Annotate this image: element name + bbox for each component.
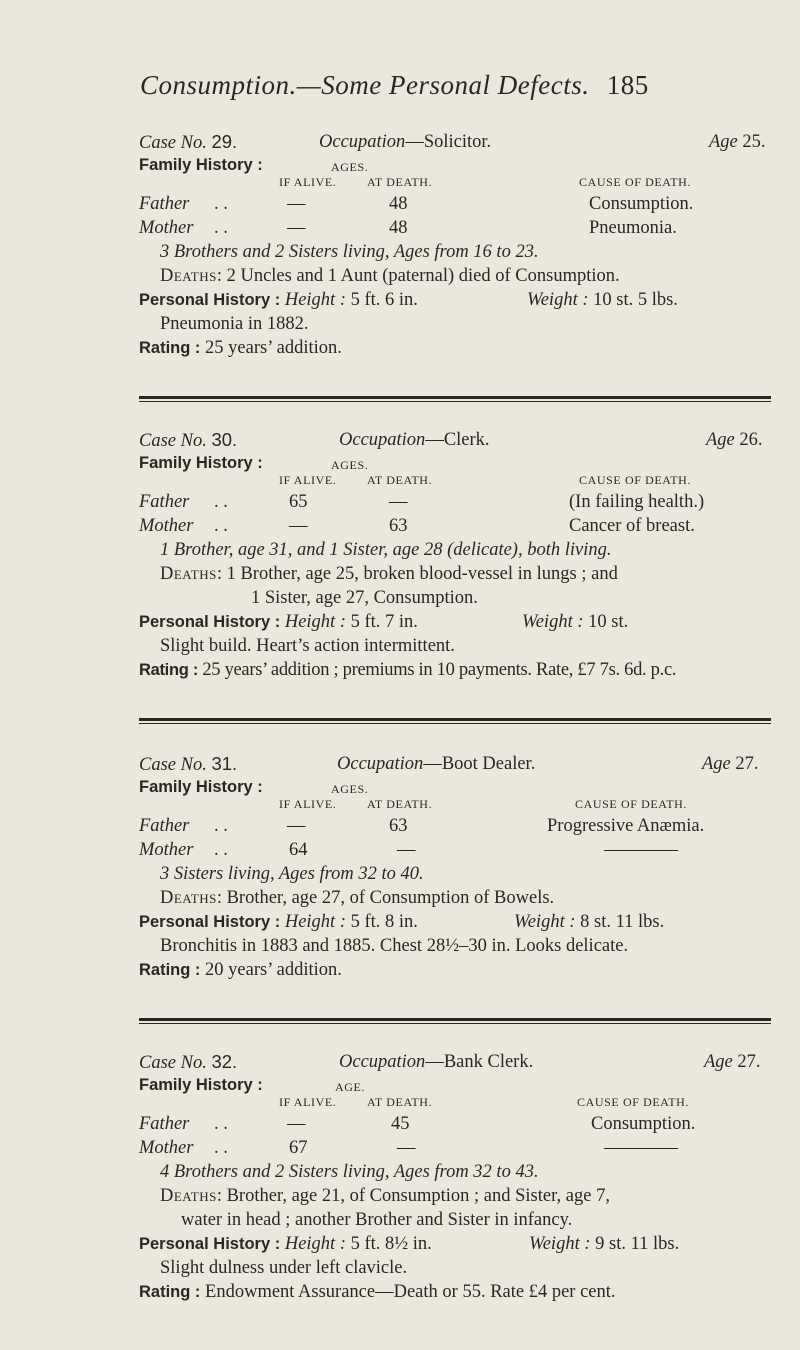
rating: Rating : Endowment Assurance—Death or 55. Rate £4 per cent. [139,1282,616,1302]
siblings: 1 Brother, age 31, and 1 Sister, age 28 (delicate), both living. [160,540,612,560]
cause-header: CAUSE OF DEATH. [575,797,688,811]
ages-header: AGES. [331,458,369,472]
cause-header: CAUSE OF DEATH. [579,473,692,487]
case-header [139,130,769,154]
age: Age 27. [704,1052,761,1072]
ages-header: AGES. [331,160,369,174]
deaths: Deaths: 2 Uncles and 1 Aunt (paternal) died of Consumption. [160,266,620,286]
mother-row: Mother . . — 48 Pneumonia. [139,218,677,238]
case-divider [139,396,771,399]
personal-note: Slight build. Heart’s action intermittent. [160,636,455,656]
running-head [140,70,760,101]
if-alive-header: IF ALIVE. [279,175,337,189]
age-header: AGE. [335,1080,366,1094]
deaths-continued: 1 Sister, age 27, Consumption. [251,588,478,608]
at-death-header: AT DEATH. [367,797,433,811]
occupation: Occupation—Bank Clerk. [339,1052,534,1072]
family-history-label: Family History : [139,156,263,174]
father-row: Father . . — 63 Progressive Anæmia. [139,816,705,836]
if-alive-header: IF ALIVE. [279,473,337,487]
father-row: Father . . — 48 Consumption. [139,194,694,214]
occupation: Occupation—Boot Dealer. [337,754,536,774]
deaths: Deaths: Brother, age 21, of Consumption ; and Sister, age 7, [160,1186,610,1206]
deaths: Deaths: Brother, age 27, of Consumption of Bowels. [160,888,555,908]
age: Age 26. [706,430,763,450]
rating: Rating : 25 years’ addition ; premiums in 10 payments. Rate, £7 7s. 6d. p.c. [139,660,677,680]
if-alive-header: IF ALIVE. [279,797,337,811]
case-32 [139,1050,769,1304]
case-number: 31. [211,753,238,774]
mother-row: Mother . . 64 — ———— [139,840,678,860]
case-31 [139,752,769,982]
running-head-title: Consumption.—Some Personal Defects. [140,70,590,100]
mother-row: Mother . . 67 — ———— [139,1138,678,1158]
page-number: 185 [606,70,649,100]
case-30 [139,428,769,682]
at-death-header: AT DEATH. [367,175,433,189]
family-history-label: Family History : [139,778,263,796]
rating: Rating : 20 years’ addition. [139,960,342,980]
personal-history: Personal History : Height : 5 ft. 7 in. Weight : 10 st. [139,612,629,632]
case-label: Case No. [139,133,207,153]
personal-note: Bronchitis in 1883 and 1885. Chest 28½–30 in. Looks delicate. [160,936,629,956]
case-number: 29. [211,131,238,152]
siblings: 3 Brothers and 2 Sisters living, Ages from 16 to 23. [160,242,539,262]
personal-note: Slight dulness under left clavicle. [160,1258,408,1278]
case-label: Case No. [139,1053,207,1073]
case-header [139,752,769,776]
personal-note: Pneumonia in 1882. [160,314,309,334]
at-death-header: AT DEATH. [367,1095,433,1109]
occupation: Occupation—Solicitor. [319,132,492,152]
case-label: Case No. [139,431,207,451]
siblings: 3 Sisters living, Ages from 32 to 40. [160,864,424,884]
siblings: 4 Brothers and 2 Sisters living, Ages from 32 to 43. [160,1162,539,1182]
cause-header: CAUSE OF DEATH. [579,175,692,189]
case-label: Case No. [139,755,207,775]
case-divider [139,1018,771,1021]
age: Age 27. [702,754,759,774]
deaths-continued: water in head ; another Brother and Sister in infancy. [181,1210,573,1230]
family-history-label: Family History : [139,1076,263,1094]
case-number: 32. [211,1051,238,1072]
case-header [139,428,769,452]
mother-row: Mother . . — 63 Cancer of breast. [139,516,695,536]
occupation: Occupation—Clerk. [339,430,490,450]
personal-history: Personal History : Height : 5 ft. 6 in. Weight : 10 st. 5 lbs. [139,290,678,310]
cause-header: CAUSE OF DEATH. [577,1095,690,1109]
personal-history: Personal History : Height : 5 ft. 8 in. Weight : 8 st. 11 lbs. [139,912,665,932]
at-death-header: AT DEATH. [367,473,433,487]
father-row: Father . . 65 — (In failing health.) [139,492,705,512]
family-history-label: Family History : [139,454,263,472]
age: Age 25. [709,132,766,152]
father-row: Father . . — 45 Consumption. [139,1114,696,1134]
case-header [139,1050,769,1074]
personal-history: Personal History : Height : 5 ft. 8½ in. Weight : 9 st. 11 lbs. [139,1234,680,1254]
rating: Rating : 25 years’ addition. [139,338,342,358]
deaths: Deaths: 1 Brother, age 25, broken blood-vessel in lungs ; and [160,564,618,584]
if-alive-header: IF ALIVE. [279,1095,337,1109]
case-number: 30. [211,429,238,450]
case-29 [139,130,769,360]
ages-header: AGES. [331,782,369,796]
case-divider [139,718,771,721]
